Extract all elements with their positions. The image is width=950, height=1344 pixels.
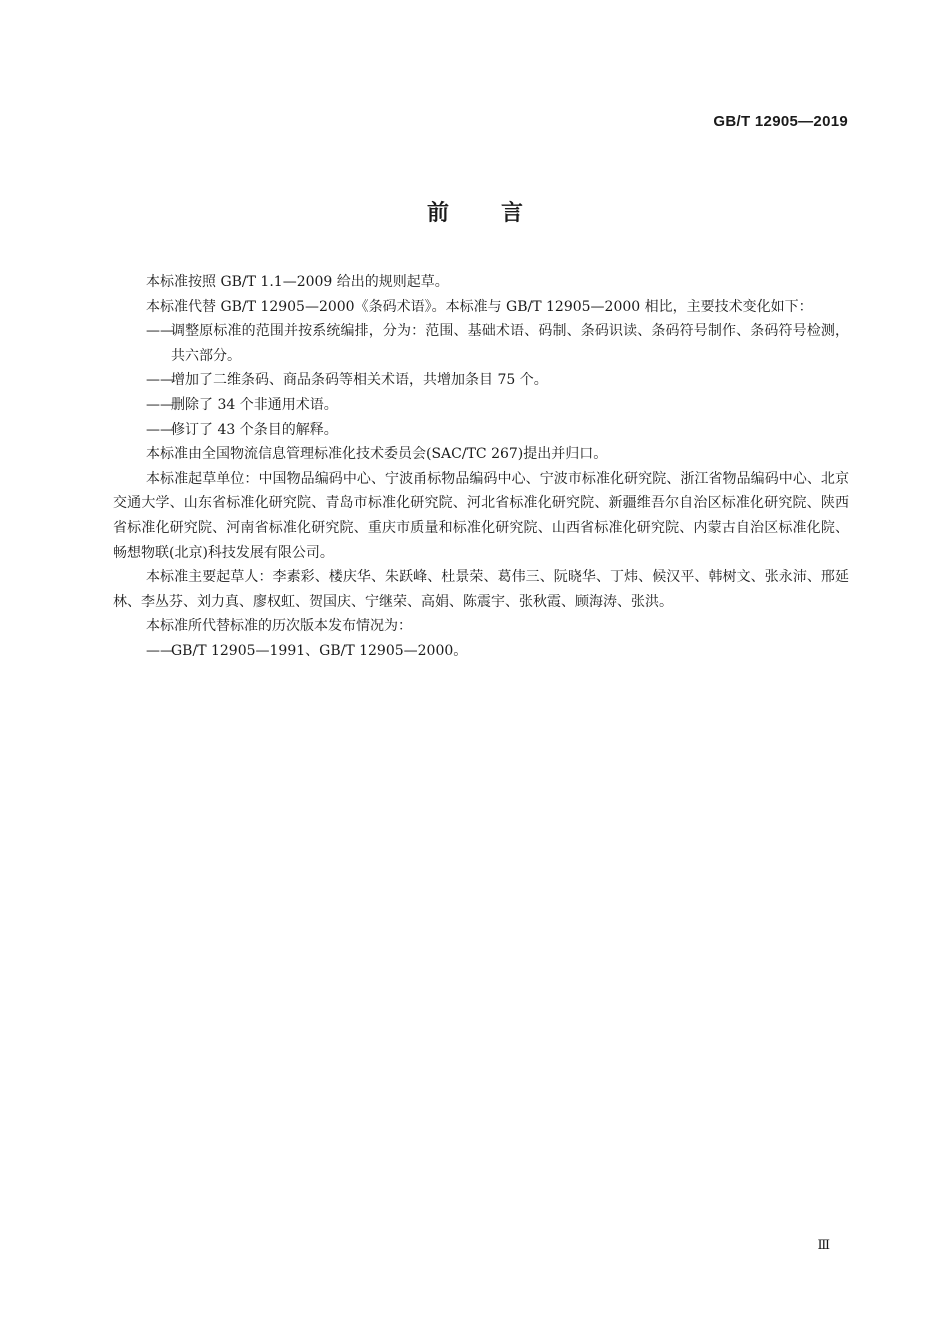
paragraph-history-intro: 本标准所代替标准的历次版本发布情况为： bbox=[146, 618, 412, 635]
list-item bbox=[113, 368, 849, 393]
list-dash: —— bbox=[146, 642, 174, 659]
list-dash: —— bbox=[146, 323, 174, 340]
paragraph-drafting-units: 本标准起草单位：中国物品编码中心、宁波甬标物品编码中心、宁波市标准化研究院、浙江省物品编码中心、北京交通大学、山东省标准化研究院、青岛市标准化研究院、河北省标准化研究院、新疆维吾尔自治区标准化研究院、陕西省标准化研究院、河南省标准化研究院、重庆市质量和标准化研究院、山西省标准化研究院、内蒙古自治区标准化院、畅想物联(北京)科技发展有限公司。 bbox=[113, 470, 849, 561]
list-item bbox=[113, 319, 849, 368]
page-title bbox=[0, 196, 950, 227]
paragraph-proposer: 本标准由全国物流信息管理标准化技术委员会(SAC/TC 267)提出并归口。 bbox=[146, 446, 608, 463]
list-item-text: 删除了 34 个非通用术语。 bbox=[171, 396, 338, 413]
list-dash: —— bbox=[146, 372, 174, 389]
paragraph-drafters: 本标准主要起草人：李素彩、楼庆华、朱跃峰、杜景荣、葛伟三、阮晓华、丁炜、候汉平、韩树文、张永沛、邢延林、李丛芬、刘力真、廖权虹、贺国庆、宁继荣、高娟、陈震宇、张秋霞、顾海涛、张洪。 bbox=[113, 569, 849, 610]
foreword-body bbox=[113, 270, 849, 664]
list-item-text: 增加了二维条码、商品条码等相关术语，共增加条目 75 个。 bbox=[171, 372, 548, 389]
page-number: Ⅲ bbox=[817, 1238, 830, 1253]
standard-number: GB/T 12905—2019 bbox=[713, 113, 848, 130]
list-item bbox=[113, 639, 849, 664]
paragraph-drafting-rules: 本标准按照 GB/T 1.1—2009 给出的规则起草。 bbox=[146, 274, 449, 290]
list-dash: —— bbox=[146, 421, 174, 438]
list-item-text: 调整原标准的范围并按系统编排，分为：范围、基础术语、码制、条码识读、条码符号制作、条码符号检测，共六部分。 bbox=[171, 323, 849, 364]
list-item bbox=[113, 418, 849, 443]
list-item-text: GB/T 12905—1991、GB/T 12905—2000。 bbox=[171, 642, 468, 659]
paragraph-replacement: 本标准代替 GB/T 12905—2000《条码术语》。本标准与 GB/T 12905—2000 相比，主要技术变化如下： bbox=[146, 298, 813, 315]
title-char-2: 言 bbox=[501, 201, 524, 226]
list-item-text: 修订了 43 个条目的解释。 bbox=[171, 421, 338, 438]
list-dash: —— bbox=[146, 396, 174, 413]
title-char-1: 前 bbox=[426, 201, 449, 226]
list-item bbox=[113, 393, 849, 418]
